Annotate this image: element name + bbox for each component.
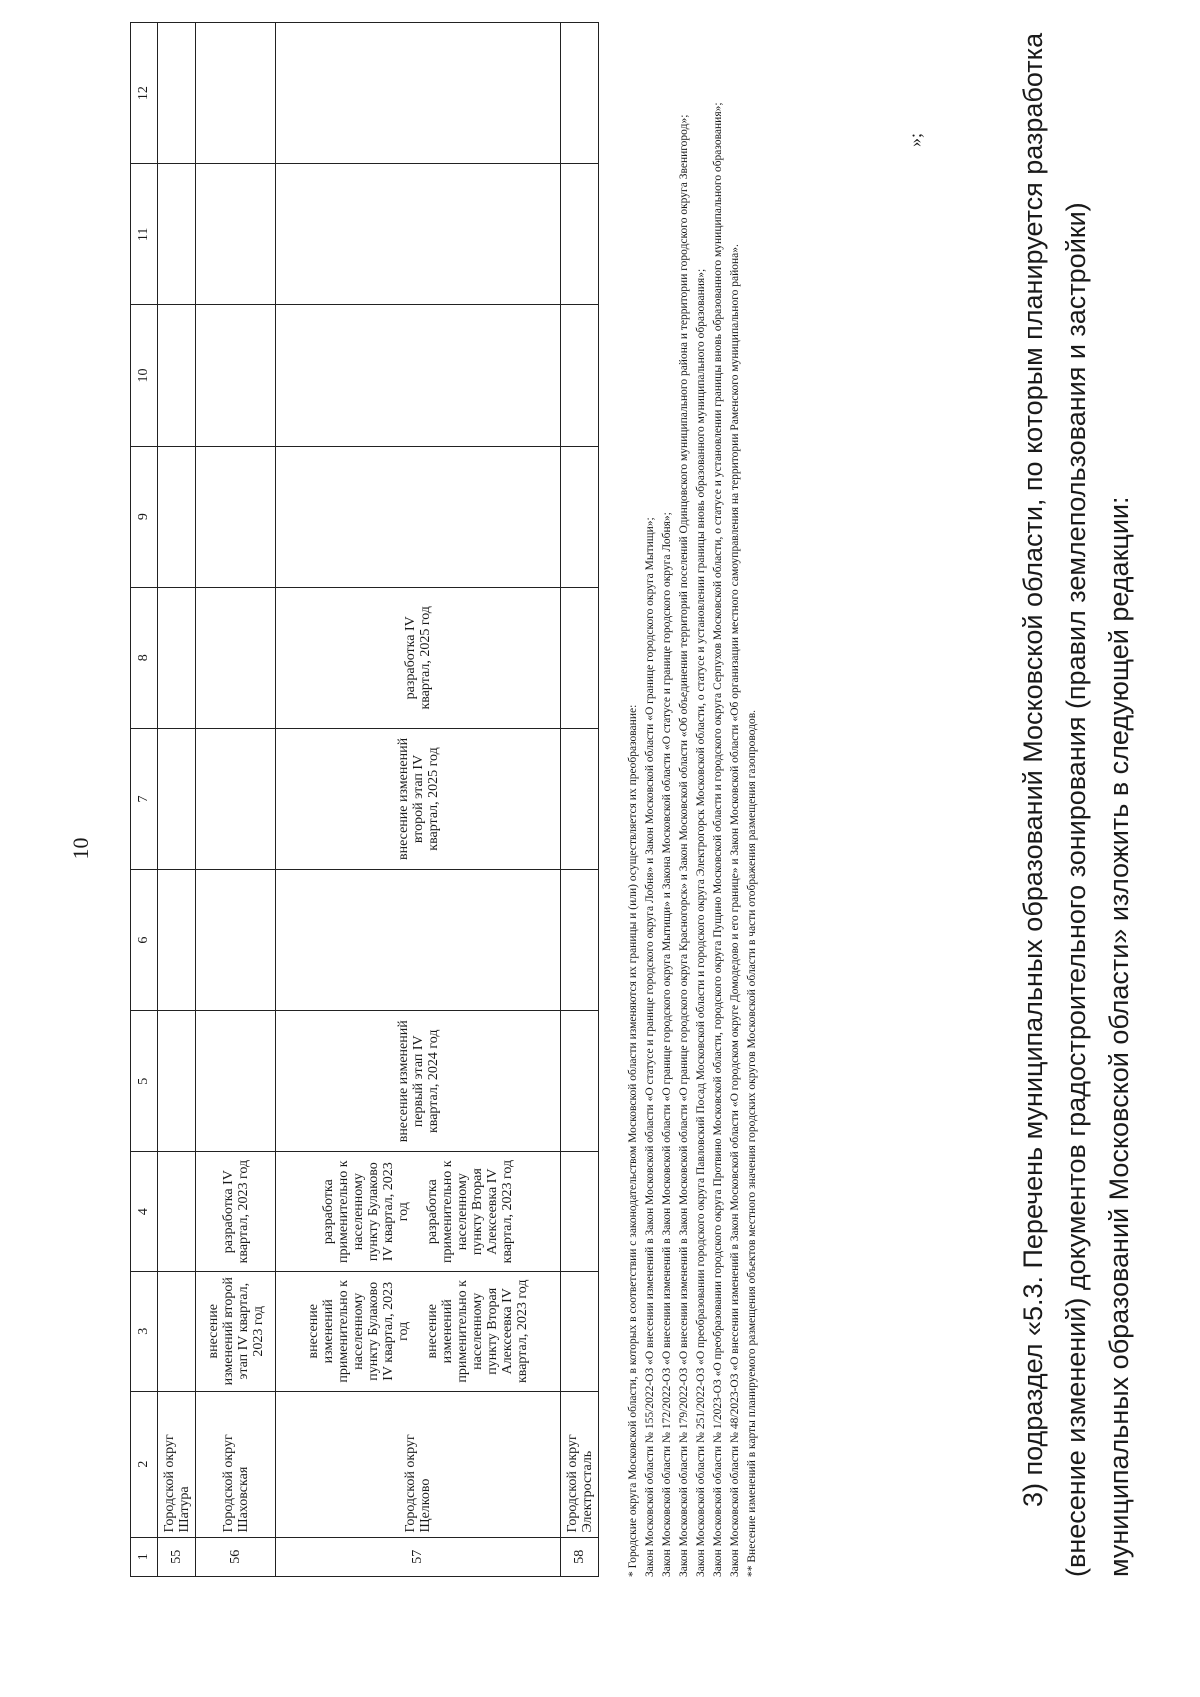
row-number: 55 (158, 1537, 196, 1576)
row-number: 56 (196, 1537, 276, 1576)
col-header: 1 (131, 1537, 158, 1576)
closing-quote: »; (905, 132, 925, 147)
table-row (276, 23, 561, 1577)
section-paragraph: 3) подраздел «5.3. Перечень муниципальных образований Московской области, по которым планируется разработка (внесение изменений) документов градостроительного зонирования (правил землепользования и застройки) муниципальных образований Московской области» изложить в следующей редакции: (1018, 32, 1134, 1577)
cell-col3 (276, 1271, 561, 1391)
table-row (561, 23, 599, 1577)
municipality-name: Городской округ Электросталь (561, 1391, 599, 1537)
footnote: Закон Московской области № 172/2022-ОЗ «О внесении изменений в Закон Московской области «О границе городского округа Мытищи» и Закона Московской области «О статусе и границе городского округа Лобня»; (661, 512, 673, 1577)
cell-col8: разработка IV квартал, 2025 год (276, 587, 561, 728)
col-header: 9 (131, 446, 158, 587)
row-number: 57 (276, 1537, 561, 1576)
col-header: 4 (131, 1152, 158, 1272)
col-header: 8 (131, 587, 158, 728)
footnote: Закон Московской области № 155/2022-ОЗ «О внесении изменений в Закон Московской области «О статусе и границе городского округа Лобня» и Закон Московской области «О границе городского округа Мытищи»; (644, 517, 656, 1577)
schedule-table (130, 22, 599, 1577)
cell-col4 (276, 1152, 561, 1272)
col-header: 3 (131, 1271, 158, 1391)
col-header: 11 (131, 164, 158, 305)
col-header: 2 (131, 1391, 158, 1537)
footnote: Закон Московской области № 1/2023-ОЗ «О преобразовании городского округа Протвино Московской области, городского округа Пущино Московской области и городского округа Серпухов Московской области, о статусе и установлении границы вновь образованного муниципального образования»; (712, 102, 724, 1577)
col-header: 12 (131, 23, 158, 164)
col-header: 7 (131, 728, 158, 869)
footnote: Закон Московской области № 251/2022-ОЗ «О преобразовании городского округа Павловский Посад Московской области и городского округа Электрогорск Московской области, о статусе и установлении границы вновь образованного муниципального образования»; (695, 268, 707, 1577)
col-header: 6 (131, 870, 158, 1011)
municipality-name: Городской округ Шаховская (196, 1391, 276, 1537)
footnotes (625, 17, 761, 1577)
row-number: 58 (561, 1537, 599, 1576)
cell-entry: внесение изменений применительно к населенному пункту Булаково IV квартал, 2023 год (306, 1280, 411, 1383)
cell-col7: внесение изменений второй этап IV квартал, 2025 год (276, 728, 561, 869)
footnote: Закон Московской области № 48/2023-ОЗ «О внесении изменений в Закон Московской области «О городском округе Домодедово и его границе» и Закон Московской области «Об организации местного самоуправления на территории Раменского муниципального района». (729, 244, 741, 1577)
cell-entry: разработка применительно к населенному пункту Вторая Алексеевка IV квартал, 2023 год (425, 1159, 515, 1264)
cell-col5: внесение изменений первый этап IV квартал, 2024 год (276, 1011, 561, 1152)
table-row (196, 23, 276, 1577)
cell-col3: внесение изменений второй этап IV квартал, 2023 год (196, 1271, 276, 1391)
col-header: 5 (131, 1011, 158, 1152)
table-row (158, 23, 196, 1577)
cell-entry: разработка применительно к населенному пункту Булаково IV квартал, 2023 год (321, 1160, 411, 1263)
municipality-name: Городской округ Шатура (158, 1391, 196, 1537)
col-header: 10 (131, 305, 158, 446)
municipality-name: Городской округ Щелково (276, 1391, 561, 1537)
footnote: ** Внесение изменений в карты планируемого размещения объектов местного значения городских округов Московской области в части отображения размещения газопроводов. (746, 709, 758, 1577)
cell-col4: разработка IV квартал, 2023 год (196, 1152, 276, 1272)
cell-entry: внесение изменений применительно к населенному пункту Вторая Алексеевка IV квартал, 2023 год (425, 1279, 530, 1384)
footnote: * Городские округа Московской области, в которых в соответствии с законодательством Московской области изменяются их границы и (или) осуществляется их преобразование: (627, 704, 639, 1577)
page-number: 10 (68, 837, 93, 860)
header-row (131, 23, 158, 1577)
footnote: Закон Московской области № 179/2022-ОЗ «О внесении изменений в Закон Московской области «О границе городского округа Красногорск» и Закон Московской области «Об объединении территорий поселений Одинцовского муниципального района и территории городского округа Звенигород»; (678, 114, 690, 1577)
